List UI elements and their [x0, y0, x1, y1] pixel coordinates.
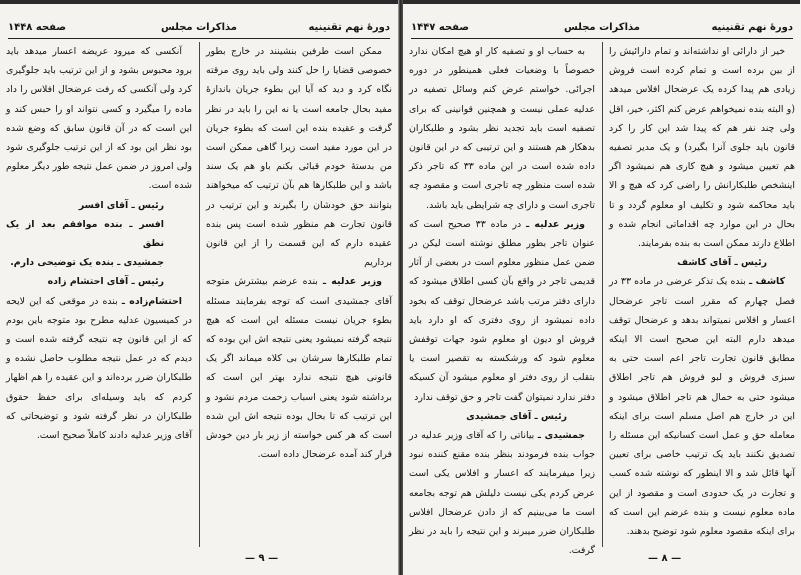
speech-text: بیاناتی را که آقای وزیر عدلیه در جواب بنده فرمودند بنظر بنده مقنع کننده نبود زیرا میفرمایند که اعسار و افلاس یکی است عرض کردم یکی نیست دلیلش هم توجه بجامعه است ما می‌بینیم که از دادن عرضحال افلاس طلبکاران ضرر میبرند و این نتیجه را باید در نظر گرفت. — [409, 430, 595, 557]
speech-paragraph — [6, 292, 192, 446]
text-column-left — [409, 42, 595, 557]
paragraph: خیر از دارائی او نداشته‌اند و تمام دارائیش را از بین برده است و تمام کرده است فروش زیادی هم پیدا کرده یک عرضحال افلاس میدهد (و البته بنده نمیخواهم عرض کنم اکثر، خیر، اقل ولی چند نفر هم که پیدا شد این کار را کرد قانون باید جلوی آنرا بگیرد) و یک مدیر تصفیه هم تعیین میشود و هیچ کاری هم نمیشود اگر اینشخص طلبکارانش را راضی کرد که هیچ و الا باید محاکمه شود و تکلیف او معلوم گردد و تا بحال در این موارد چه اقداماتی انجام شده و اطلاع دارند ممکن است به بنده بفرمایند. — [609, 46, 795, 250]
speaker-name: احتشام‌زاده ـ — [121, 295, 182, 307]
speaker-name: وزیر عدلیه ـ — [526, 218, 585, 230]
page-number-label: صفحه ۱۴۴۷ — [411, 22, 470, 33]
speech-text: بنده عرضم بیشترش متوجه آقای جمشیدی است که توجه بفرمایند مسئله بطوء جریان نیست مسئله این است که هیچ نتیجه گرفته نمیشود یعنی نتیجه اش این بوده که تمام طلبکارها سرشان بی کلاه میماند اگر یک قانونی هیچ نتیجه ندارد بهتر این است که برداشته شود یعنی اسباب زحمت مردم نشود و این ترتیب که تا بحال بوده نتیجه اش این شده است که هر کس خواسته از زیر بار دین خودش فرار کند آمده عرضحال داده است. — [206, 276, 392, 461]
column-divider — [199, 42, 200, 547]
running-title: مذاکرات مجلس — [160, 22, 237, 33]
text-column-right — [206, 42, 392, 547]
speech-paragraph — [409, 426, 595, 560]
speaker-heading: رئیس ـ آقای احتشام زاده — [47, 276, 164, 288]
speech-text: بنده در موقعی که این لایحه در کمیسیون عدلیه مطرح بود متوجه باین بودم که از این قانون چه نتیجه گرفته شده است و دیدم که در عمل نتیجه مطلوب حاصل نشده و طلبکاران ضرر برده‌اند و این عقیده را هم اظهار کردم که باید وسیله‌ای برای حفظ حقوق طلبکاران در نظر گرفته شود و توضیحاتی که آقای وزیر عدلیه دادند کاملاً صحیح است. — [6, 295, 192, 442]
speech-paragraph — [609, 272, 795, 541]
paragraph: آنکسی که میرود عریضه اعسار میدهد باید برود محبوس بشود و از این ترتیب باید جلوگیری کرد ولی آنکسی که رفت عرضحال افلاس را داد ماده را میگیرد و کسی نتواند او را حبس کند و این است که در آن قانون سابق که وضع شده بود نظر این بود که از این ترتیب جلوگیری شود ولی امروز در ضمن عمل نتیجه طور دیگر معلوم شده است. — [6, 46, 192, 192]
speech-paragraph — [206, 272, 392, 464]
page-header — [411, 22, 793, 39]
page-number-label: صفحه ۱۴۴۸ — [8, 22, 67, 33]
page-1448 — [0, 0, 398, 575]
speaker-heading: رئیس ـ آقای جمشیدی — [466, 410, 567, 422]
speaker-heading: رئیس ـ آقای کاشف — [677, 257, 767, 269]
page-header — [8, 22, 390, 39]
series-label: دورهٔ نهم تقنینیه — [711, 22, 793, 33]
column-divider — [602, 42, 603, 547]
speaker-name: کاشف ـ — [748, 276, 786, 288]
text-column-right — [609, 42, 795, 547]
page-1447 — [403, 0, 801, 575]
text-column-left — [6, 42, 192, 547]
speech-text: بنده یک تذکر عرضی در ماده ۳۳ در فصل چهارم که مقرر است تاجر عرضحال اعسار و افلاس نمیتواند بدهد و عرضحال توقف میدهد دارم البته این صحیح است الا اینکه مطابق قانون تجارت تاجر اعم است حتی به سبزی فروش و لبو فروش هم تاجر اطلاق میشود حتی به حمال هم تاجر اطلاق میشود و این در خارج هم اصل مسلم است برای اینکه معامله حق و عمل است کسانیکه این مسئله را تصدیق نکنند باید یک ترتیب خاصی برای تعیین آنها قائل شد و الا اینطور که نوشته شده کسب و تجارت در یک حدودی است و مقصود از این ماده معلوم نیست و بنده عرضم این است که برای اینکه مقصود معلوم شود توضیح بدهند. — [609, 276, 795, 538]
page-footer-number: — ۸ — — [648, 553, 682, 564]
running-title: مذاکرات مجلس — [563, 22, 640, 33]
speaker-line: افسر ـ بنده موافقم بعد از یک نطق — [6, 218, 164, 250]
series-label: دورهٔ نهم تقنینیه — [308, 22, 390, 33]
speaker-name: وزیر عدلیه ـ — [322, 276, 382, 288]
paragraph: ممکن است طرفین بنشینند در خارج بطور خصوصی قضایا را حل کنند ولی باید روی مرقته نگاه کرد و دید که آیا این بطوء جریان باندازهٔ مفید بحال جامعه است یا نه این را باید در نظر گرفت و عقیده بنده این است که بطوء جریان در این مورد مفید است زیرا گاهی ممکن است من بدستهٔ خودم قبائی بکنم باو هم یک سند باشد و این طلبکارها هم بآن ترتیب که میخواهند بتوانند حق خودشان را بگیرند و این ترتیب در قانون تجارت هم منظور شده است پس بنده عقیده دارم که این قسمت را از این قانون برداریم — [206, 46, 392, 269]
speech-text: در ماده ۳۳ صحیح است که عنوان تاجر بطور مطلق نوشته است لیکن در ضمن عمل منظور معلوم است در بعضی از آثار قدیمی تاجر در واقع بآن کسی اطلاق میشود که دارای دفتر مرتب باشد عرضحال توقف که بخود داده نمیشود از روی دفتری که او دارد باید فروش او دیون او معلوم شود جهات توقفش معلوم شود که ورشکسته به تقصیر است یا بتقلب از روی دفتر او معلوم میشود آن کسیکه دفتر ندارد نمیتوان گفت تاجر و حق توقف ندارد — [409, 218, 595, 403]
page-footer-number: — ۹ — — [245, 553, 279, 564]
speaker-heading: رئیس ـ آقای افسر — [78, 199, 164, 211]
paragraph: به حساب او و تصفیه کار او هیچ امکان ندارد خصوصاً با وضعیات فعلی همینطور در دوره اجرائی. خواستم عرض کنم وسائل تصفیه در عدلیه عملی نیست و همچنین قوانینی که برای تصفیه است باید تجدید نظر بشود و طلبکاران بدهکار هم هستند و این ترتیبی که در این قانون داده شده است در این ماده ۳۳ که تاجر ذکر شده است منظور چه تاجری است و مقصود چه تاجری است و دارای چه شرایطی باید باشد. — [409, 46, 595, 211]
speaker-line: جمشیدی ـ بنده یک توضیحی دارم. — [10, 257, 164, 269]
speech-paragraph — [409, 215, 595, 407]
speaker-name: جمشیدی ـ — [537, 430, 585, 442]
